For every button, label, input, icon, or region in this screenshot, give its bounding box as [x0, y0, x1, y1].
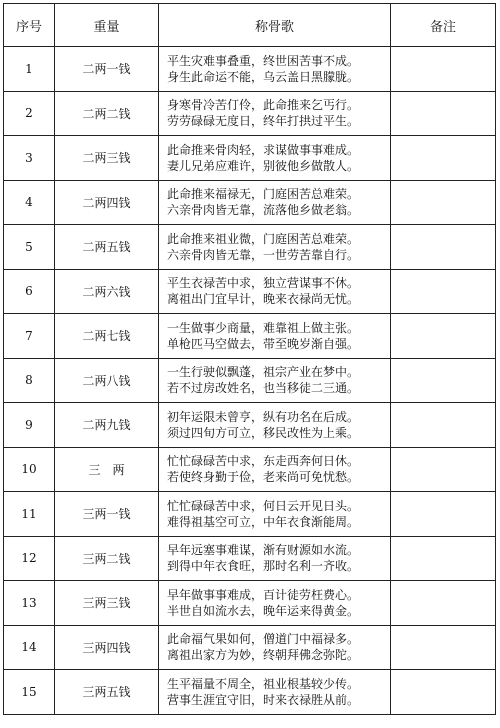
poem-line-2: 身生此命运不能，乌云盖日黑朦胧。 — [167, 69, 360, 84]
row-poem — [159, 670, 391, 715]
table-row — [4, 269, 496, 314]
row-note — [391, 536, 496, 581]
row-index: 9 — [4, 403, 55, 448]
table-row — [4, 47, 496, 92]
poem-line-2: 单枪匹马空做去，带至晚岁渐自强。 — [167, 336, 360, 351]
poem-line-1: 平生衣禄苦中求，独立营谋事不休。 — [167, 276, 360, 291]
table-row — [4, 536, 496, 581]
row-poem — [159, 536, 391, 581]
poem-line-2: 难得祖基空可立，中年衣食渐能周。 — [167, 514, 360, 529]
poem-line-2: 到得中年衣食旺，那时名利一齐收。 — [167, 559, 360, 574]
row-poem — [159, 225, 391, 270]
row-note — [391, 492, 496, 537]
row-index: 5 — [4, 225, 55, 270]
row-note — [391, 180, 496, 225]
table-row — [4, 403, 496, 448]
row-weight: 二两七钱 — [55, 314, 159, 359]
poem-line-2: 劳劳碌碌无度日，终年打拱过平生。 — [167, 114, 360, 129]
row-note — [391, 269, 496, 314]
row-note — [391, 136, 496, 181]
table-row — [4, 91, 496, 136]
row-poem — [159, 47, 391, 92]
poem-line-1: 此命推来骨肉轻，求谋做事事难成。 — [167, 142, 360, 157]
poem-line-1: 一生行驶似飘蓬，祖宗产业在梦中。 — [167, 365, 360, 380]
poem-line-2: 若使终身勤于俭，老来尚可免忧愁。 — [167, 470, 360, 485]
row-note — [391, 670, 496, 715]
table-row — [4, 581, 496, 626]
row-note — [391, 403, 496, 448]
row-index: 2 — [4, 91, 55, 136]
row-weight: 三两二钱 — [55, 536, 159, 581]
header-poem: 称骨歌 — [159, 4, 391, 47]
row-index: 1 — [4, 47, 55, 92]
poem-line-1: 平生灾难事叠重，终世困苦事不成。 — [167, 53, 360, 68]
row-weight: 三两三钱 — [55, 581, 159, 626]
header-weight: 重量 — [55, 4, 159, 47]
poem-line-2: 离祖出家方为妙，终朝拜佛念弥陀。 — [167, 648, 360, 663]
row-poem — [159, 314, 391, 359]
poem-line-2: 半世自如流水去，晚年运来得黄金。 — [167, 603, 360, 618]
table-row — [4, 358, 496, 403]
table-row — [4, 225, 496, 270]
row-index: 3 — [4, 136, 55, 181]
row-note — [391, 581, 496, 626]
row-poem — [159, 403, 391, 448]
row-weight: 二两二钱 — [55, 91, 159, 136]
row-weight: 三两一钱 — [55, 492, 159, 537]
row-note — [391, 47, 496, 92]
poem-line-2: 须过四旬方可立，移民改性为上乘。 — [167, 425, 360, 440]
row-weight: 二两六钱 — [55, 269, 159, 314]
poem-line-1: 忙忙碌碌苦中求，何日云开见日头。 — [167, 498, 360, 513]
row-weight: 二两一钱 — [55, 47, 159, 92]
header-row — [4, 4, 496, 47]
poem-line-1: 此命推来祖业微，门庭困苦总难荣。 — [167, 231, 360, 246]
row-weight: 二两九钱 — [55, 403, 159, 448]
poem-line-2: 离祖出门宜早计，晚来衣禄尚无忧。 — [167, 292, 360, 307]
poem-line-1: 一生做事少商量，难靠祖上做主张。 — [167, 320, 360, 335]
row-index: 15 — [4, 670, 55, 715]
row-poem — [159, 91, 391, 136]
poem-line-2: 营事生涯宜守旧，时来衣禄胜从前。 — [167, 692, 360, 707]
poem-line-2: 六亲骨肉皆无靠，一世劳苦靠自行。 — [167, 247, 360, 262]
row-note — [391, 225, 496, 270]
row-weight: 三两五钱 — [55, 670, 159, 715]
row-poem — [159, 180, 391, 225]
table-row — [4, 180, 496, 225]
row-index: 11 — [4, 492, 55, 537]
table-row — [4, 625, 496, 670]
poem-line-1: 生平福量不周全，祖业根基较少传。 — [167, 676, 360, 691]
table-row — [4, 447, 496, 492]
poem-line-1: 早年远塞事难谋，渐有财源如水流。 — [167, 543, 360, 558]
row-note — [391, 314, 496, 359]
poem-line-1: 早年做事事难成，百计徒劳枉费心。 — [167, 587, 360, 602]
row-index: 12 — [4, 536, 55, 581]
row-index: 4 — [4, 180, 55, 225]
row-index: 8 — [4, 358, 55, 403]
row-index: 13 — [4, 581, 55, 626]
row-poem — [159, 136, 391, 181]
row-weight: 二两三钱 — [55, 136, 159, 181]
row-poem — [159, 269, 391, 314]
row-poem — [159, 358, 391, 403]
row-weight: 三两四钱 — [55, 625, 159, 670]
table-row — [4, 492, 496, 537]
poem-line-1: 忙忙碌碌苦中求，东走西奔何日休。 — [167, 454, 360, 469]
poem-line-2: 六亲骨肉皆无靠，流落他乡做老翁。 — [167, 203, 360, 218]
bone-weight-table — [3, 3, 496, 715]
row-note — [391, 358, 496, 403]
poem-line-1: 身寒骨冷苦仃伶，此命推来乞丐行。 — [167, 98, 360, 113]
header-note: 备注 — [391, 4, 496, 47]
row-note — [391, 91, 496, 136]
row-weight: 三 两 — [55, 447, 159, 492]
row-index: 6 — [4, 269, 55, 314]
row-index: 7 — [4, 314, 55, 359]
poem-line-1: 此命推来福禄无，门庭困苦总难荣。 — [167, 187, 360, 202]
row-weight: 二两八钱 — [55, 358, 159, 403]
row-index: 10 — [4, 447, 55, 492]
row-index: 14 — [4, 625, 55, 670]
poem-line-2: 妻儿兄弟应难许，别彼他乡做散人。 — [167, 158, 360, 173]
table-body — [4, 47, 496, 715]
table-row — [4, 670, 496, 715]
row-note — [391, 447, 496, 492]
row-poem — [159, 447, 391, 492]
row-weight: 二两五钱 — [55, 225, 159, 270]
poem-line-2: 若不过房改姓名，也当移徒二三通。 — [167, 381, 360, 396]
row-weight: 二两四钱 — [55, 180, 159, 225]
header-index: 序号 — [4, 4, 55, 47]
row-poem — [159, 581, 391, 626]
poem-line-1: 初年运限未曾亨，纵有功名在后成。 — [167, 409, 360, 424]
poem-line-1: 此命福气果如何，僧道门中福禄多。 — [167, 632, 360, 647]
row-poem — [159, 492, 391, 537]
table-row — [4, 314, 496, 359]
row-note — [391, 625, 496, 670]
table-row — [4, 136, 496, 181]
row-poem — [159, 625, 391, 670]
